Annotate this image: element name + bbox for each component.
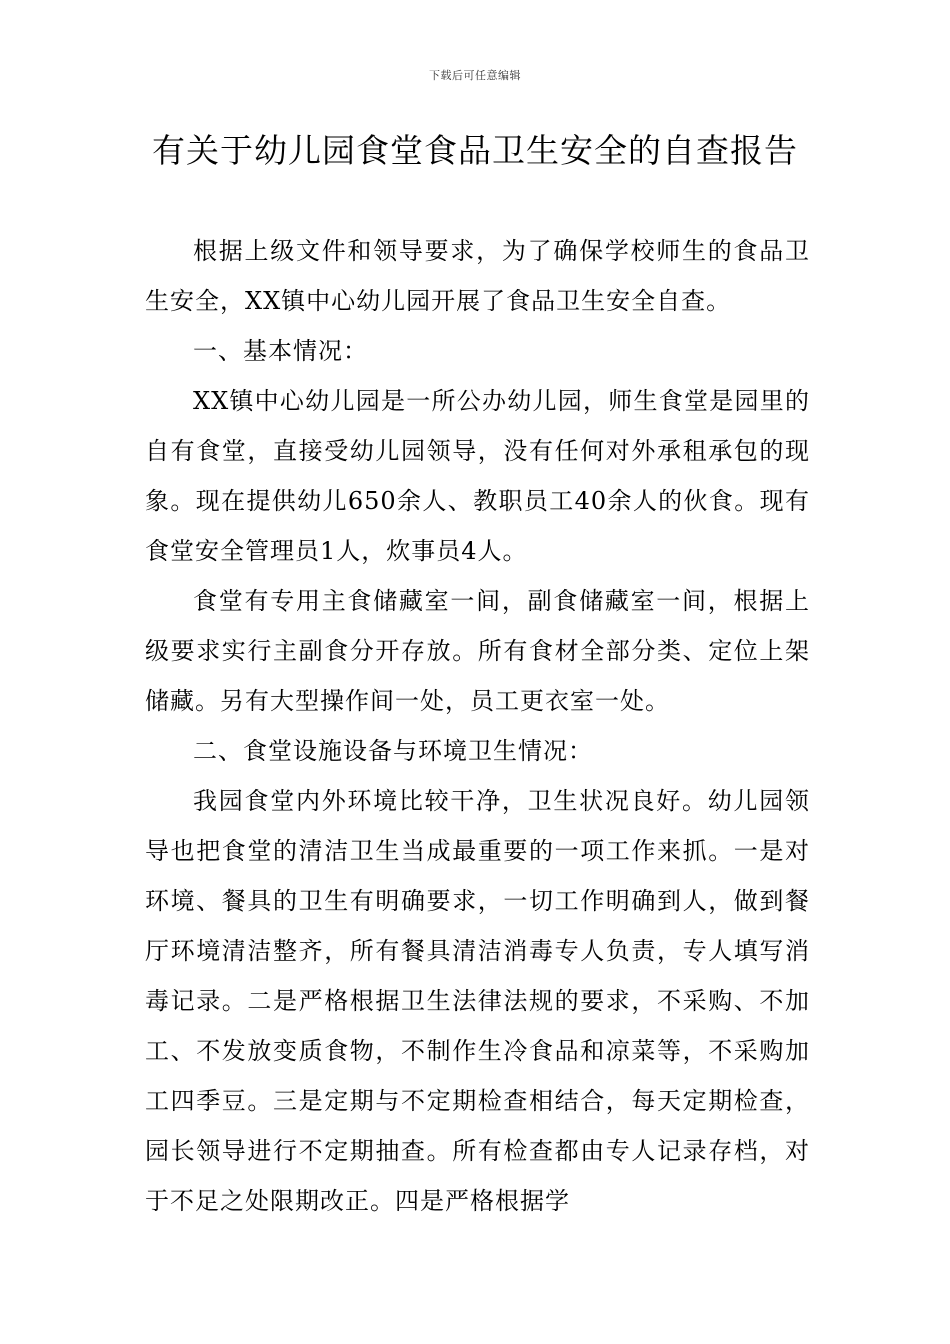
document-title: 有关于幼儿园食堂食品卫生安全的自查报告 (152, 131, 798, 170)
paragraph-basic-info: XX镇中心幼儿园是一所公办幼儿园，师生食堂是园里的自有食堂，直接受幼儿园领导，没有任何对外承租承包的现象。现在提供幼儿650余人、教职员工40余人的伙食。现有食堂安全管理员1人，炊事员4人。 (145, 387, 810, 565)
paragraph-intro: 根据上级文件和领导要求，为了确保学校师生的食品卫生安全，XX镇中心幼儿园开展了食品卫生安全自查。 (145, 237, 810, 315)
section-heading-facilities: 二、食堂设施设备与环境卫生情况： (193, 737, 593, 765)
paragraph-storage: 食堂有专用主食储藏室一间，副食储藏室一间，根据上级要求实行主副食分开存放。所有食材全部分类、定位上架储藏。另有大型操作间一处，员工更衣室一处。 (145, 587, 810, 715)
paragraph-facilities: 我园食堂内外环境比较干净，卫生状况良好。幼儿园领导也把食堂的清洁卫生当成最重要的一项工作来抓。一是对环境、餐具的卫生有明确要求，一切工作明确到人，做到餐厅环境清洁整齐，所有餐具清洁消毒专人负责，专人填写消毒记录。二是严格根据卫生法律法规的要求，不采购、不加工、不发放变质食物，不制作生冷食品和凉菜等，不采购加工四季豆。三是定期与不定期检查相结合，每天定期检查，园长领导进行不定期抽查。所有检查都由专人记录存档，对于不足之处限期改正。四是严格根据学 (145, 787, 810, 1215)
header-note: 下载后可任意编辑 (429, 69, 521, 82)
section-heading-basic-info: 一、基本情况： (193, 337, 368, 365)
document-body (145, 226, 810, 1226)
